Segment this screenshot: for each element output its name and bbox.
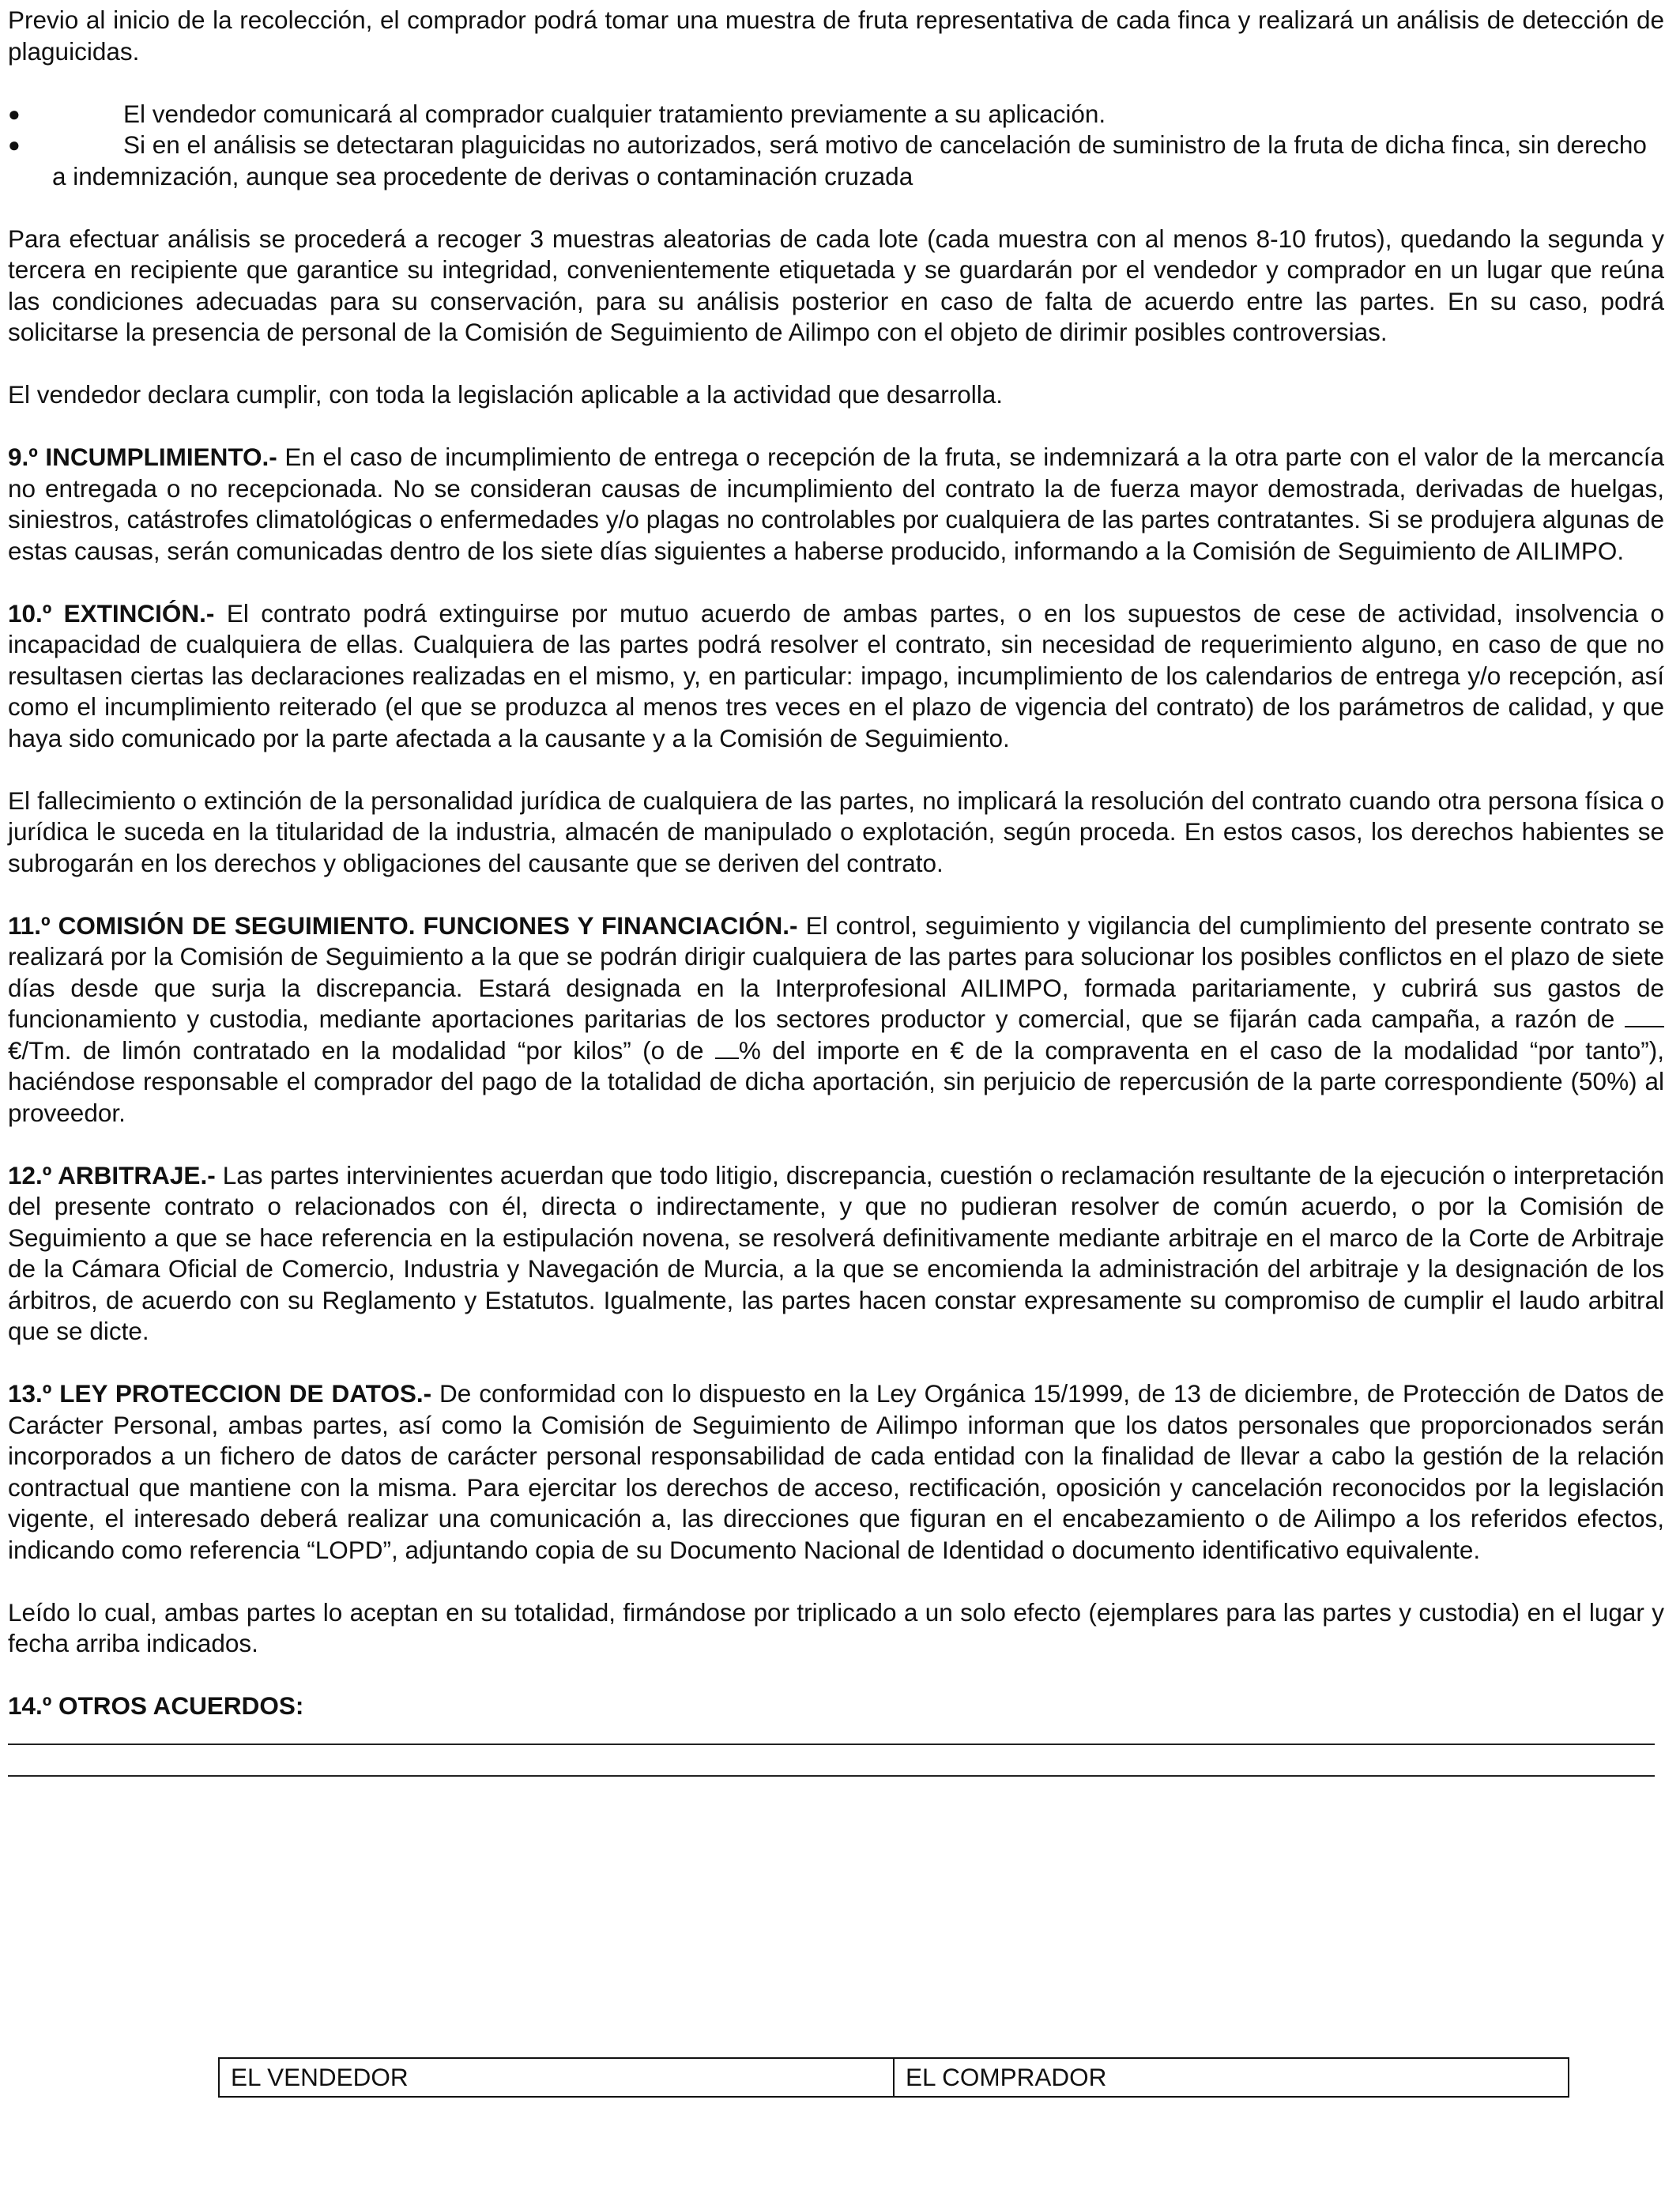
legislation-paragraph: El vendedor declara cumplir, con toda la legislación aplicable a la actividad que desarrolla.	[8, 380, 1004, 409]
section-9	[8, 442, 1664, 567]
section-11-heading: 11.º COMISIÓN DE SEGUIMIENTO. FUNCIONES Y FINANCIACIÓN.-	[8, 910, 798, 940]
closing-paragraph: Leído lo cual, ambas partes lo aceptan en su totalidad, firmándose por triplicado a un solo efecto (ejemplares para las partes y custodia) en el lugar y fecha arriba indicados.	[8, 1597, 1664, 1657]
intro-paragraph: Previo al inicio de la recolección, el comprador podrá tomar una muestra de fruta representativa de cada finca y realizará un análisis de detección de plaguicidas.	[8, 6, 1664, 66]
section-12	[8, 1160, 1664, 1348]
list-item	[8, 130, 1664, 192]
other-agreements-line-2[interactable]	[8, 1745, 1655, 1777]
bullet-text: Si en el análisis se detectaran plaguicidas no autorizados, será motivo de cancelación de suministro de la fruta de dicha finca, sin derecho a indemnización, aunque sea procedente de derivas o contaminación cruzada	[52, 130, 1647, 190]
section-12-heading: 12.º ARBITRAJE.-	[8, 1160, 216, 1189]
section-13-heading: 13.º LEY PROTECCION DE DATOS.-	[8, 1379, 432, 1408]
other-agreements-lines	[8, 1722, 1664, 1785]
section-10	[8, 598, 1664, 755]
section-11-text-b: €/Tm. de limón contratado en la modalidad “por kilos” (o de	[8, 1035, 715, 1065]
bullet-list	[8, 99, 1664, 193]
buyer-signature-cell[interactable]: EL COMPRADOR	[894, 2058, 1569, 2097]
document-page	[8, 5, 1664, 1860]
section-10-paragraph-2: El fallecimiento o extinción de la personalidad jurídica de cualquiera de las partes, no implicará la resolución del contrato cuando otra persona física o jurídica le suceda en la titularidad de la industria, almacén de manipulado o explotación, según proceda. En estos casos, los derechos habientes se subrogarán en los derechos y obligaciones del causante que se deriven del contrato.	[8, 786, 1664, 877]
section-12-text: Las partes intervinientes acuerdan que todo litigio, discrepancia, cuestión o reclamación resultante de la ejecución o interpretación del presente contrato o relacionados con él, directa o indirectamente, y que no pudieran resolver de común acuerdo, o por la Comisión de Seguimiento a que se hace referencia en la estipulación novena, se resolverá definitivamente mediante arbitraje en el marco de la Corte de Arbitraje de la Cámara Oficial de Comercio, Industria y Navegación de Murcia, a la que se encomienda la administración del arbitraje y la designación de los árbitros, de acuerdo con su Reglamento y Estatutos. Igualmente, las partes hacen constar expresamente su compromiso de cumplir el laudo arbitral que se dicte.	[8, 1160, 1665, 1345]
bullet-icon: ●	[8, 133, 21, 156]
signature-table	[218, 2057, 1569, 2098]
section-11	[8, 910, 1664, 1129]
bullet-icon: ●	[8, 101, 21, 126]
section-13-text: De conformidad con lo dispuesto en la Ley Orgánica 15/1999, de 13 de diciembre, de Protección de Datos de Carácter Personal, ambas partes, así como la Comisión de Seguimiento de Ailimpo informan que los datos personales que proporcionados serán incorporados a un fichero de datos de carácter personal responsabilidad de cada entidad con la finalidad de llevar a cabo la gestión de la relación contractual que mantiene con la misma. Para ejercitar los derechos de acceso, rectificación, oposición y cancelación reconocidos por la legislación vigente, el interesado deberá realizar una comunicación a, las direcciones que figuran en el encabezamiento o de Ailimpo a los referidos efectos, indicando como referencia “LOPD”, adjuntando copia de su Documento Nacional de Identidad o documento identificativo equivalente.	[8, 1379, 1664, 1564]
section-9-heading: 9.º INCUMPLIMIENTO.-	[8, 443, 277, 471]
seller-signature-cell[interactable]: EL VENDEDOR	[219, 2058, 894, 2097]
fee-per-ton-blank[interactable]	[1625, 1005, 1664, 1027]
section-14-heading: 14.º OTROS ACUERDOS:	[8, 1691, 304, 1720]
section-11-text-a: El control, seguimiento y vigilancia del cumplimiento del presente contrato se realizará por la Comisión de Seguimiento a la que se podrán dirigir cualquiera de las partes para solucionar los posibles conflictos en el plazo de siete días desde que surja la discrepancia. Estará designada en la Interprofesional AILIMPO, formada paritariamente, y cubrirá sus gastos de funcionamiento y custodia, mediante aportaciones paritarias de los sectores productor y comercial, que se fijarán cada campaña, a razón de	[8, 910, 1665, 1033]
section-11-text-c: % del importe en € de la compraventa en el caso de la modalidad “por tanto”), haciéndose responsable el comprador del pago de la totalidad de dicha aportación, sin perjuicio de repercusión de la parte correspondiente (50%) al proveedor.	[8, 1035, 1664, 1127]
section-9-text: En el caso de incumplimiento de entrega o recepción de la fruta, se indemnizará a la otra parte con el valor de la mercancía no entregada o no recepcionada. No se consideran causas de incumplimiento del contrato la de fuerza mayor demostrada, derivadas de huelgas, siniestros, catástrofes climatológicas o enfermedades y/o plagas no controlables por cualquiera de las partes contratantes. Si se produjera algunas de estas causas, serán comunicadas dentro de los siete días siguientes a haberse producido, informando a la Comisión de Seguimiento de AILIMPO.	[8, 443, 1664, 565]
other-agreements-line-1[interactable]	[8, 1714, 1655, 1746]
section-10-heading: 10.º EXTINCIÓN.-	[8, 598, 215, 628]
section-13	[8, 1378, 1664, 1566]
bullet-text: El vendedor comunicará al comprador cualquier tratamiento previamente a su aplicación.	[123, 99, 1106, 128]
table-row	[219, 2058, 1569, 2097]
section-10-text: El contrato podrá extinguirse por mutuo acuerdo de ambas partes, o en los supuestos de cese de actividad, insolvencia o incapacidad de cualquiera de ellas. Cualquiera de las partes podrá resolver el contrato, sin necesidad de requerimiento alguno, en caso de que no resultasen ciertas las declaraciones realizadas en el mismo, y, en particular: impago, incumplimiento de los calendarios de entrega y/o recepción, así como el incumplimiento reiterado (el que se produzca al menos tres veces en el plazo de vigencia del contrato) de los parámetros de calidad, y que haya sido comunicado por la parte afectada a la causante y a la Comisión de Seguimiento.	[8, 598, 1664, 752]
list-item	[8, 99, 1664, 130]
fee-percent-blank[interactable]	[715, 1037, 739, 1059]
samples-paragraph: Para efectuar análisis se procederá a recoger 3 muestras aleatorias de cada lote (cada muestra con al menos 8-10 frutos), quedando la segunda y tercera en recipiente que garantice su integridad, convenientemente etiquetada y se guardarán por el vendedor y comprador en un lugar que reúna las condiciones adecuadas para su conservación, para su análisis posterior en caso de falta de acuerdo entre las partes. En su caso, podrá solicitarse la presencia de personal de la Comisión de Seguimiento de Ailimpo con el objeto de dirimir posibles controversias.	[8, 224, 1664, 346]
